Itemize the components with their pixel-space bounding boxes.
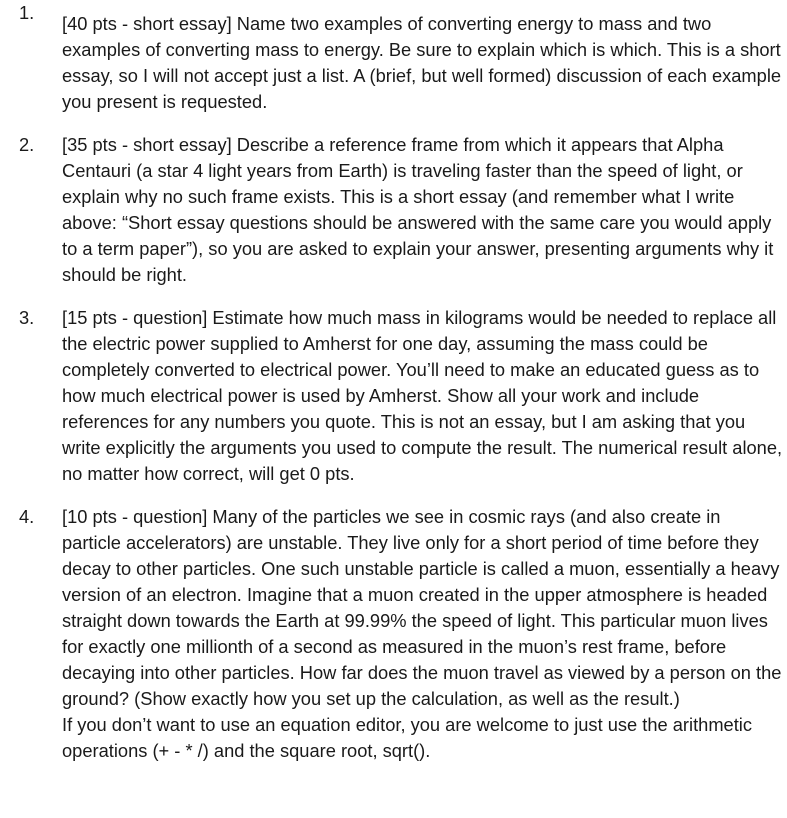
question-text: [15 pts - question] Estimate how much mass in kilograms would be needed to replace all the electric power supplied to Amherst for one day, assuming the mass could be completely converted to electrical power. You’ll need to make an educated guess as to how much electrical power is used by Amherst. Show all your work and include references for any numbers you quote. This is not an essay, but I am asking that you write explicitly the arguments you used to compute the result. The numerical result alone, no matter how correct, will get 0 pts. bbox=[62, 307, 783, 484]
question-text: [35 pts - short essay] Describe a reference frame from which it appears that Alpha Centauri (a star 4 light years from Earth) is traveling faster than the speed of light, or explain why no such frame exists. This is a short essay (and remember what I write above: “Short essay questions should be answered with the same care you would apply to a term paper”), so you are asked to explain your answer, presenting arguments why it should be right. bbox=[62, 134, 774, 285]
question-4 bbox=[0, 504, 787, 764]
question-1 bbox=[0, 0, 787, 115]
question-note: If you don’t want to use an equation editor, you are welcome to just use the arithmetic operations (+ - * /) and the square root, sqrt(). bbox=[62, 714, 753, 761]
question-2 bbox=[0, 132, 787, 288]
question-number: 3. bbox=[19, 307, 35, 328]
question-number: 2. bbox=[19, 134, 35, 155]
question-number: 4. bbox=[19, 506, 35, 527]
question-text: [40 pts - short essay] Name two examples of converting energy to mass and two examples of converting mass to energy. Be sure to explain which is which. This is a short essay, so I will not accept just a list. A (brief, but well formed) discussion of each example you present is requested. bbox=[62, 13, 782, 112]
question-3 bbox=[0, 305, 787, 487]
question-text: [10 pts - question] Many of the particles we see in cosmic rays (and also create in particle accelerators) are unstable. They live only for a short period of time before they decay to other particles. One such unstable particle is called a muon, essentially a heavy version of an electron. Imagine that a muon created in the upper atmosphere is headed straight down towards the Earth at 99.99% the speed of light. This particular muon lives for exactly one millionth of a second as measured in the muon’s rest frame, before decaying into other particles. How far does the muon travel as viewed by a person on the ground? (Show exactly how you set up the calculation, as well as the result.) bbox=[62, 506, 782, 709]
question-number: 1. bbox=[19, 2, 35, 23]
